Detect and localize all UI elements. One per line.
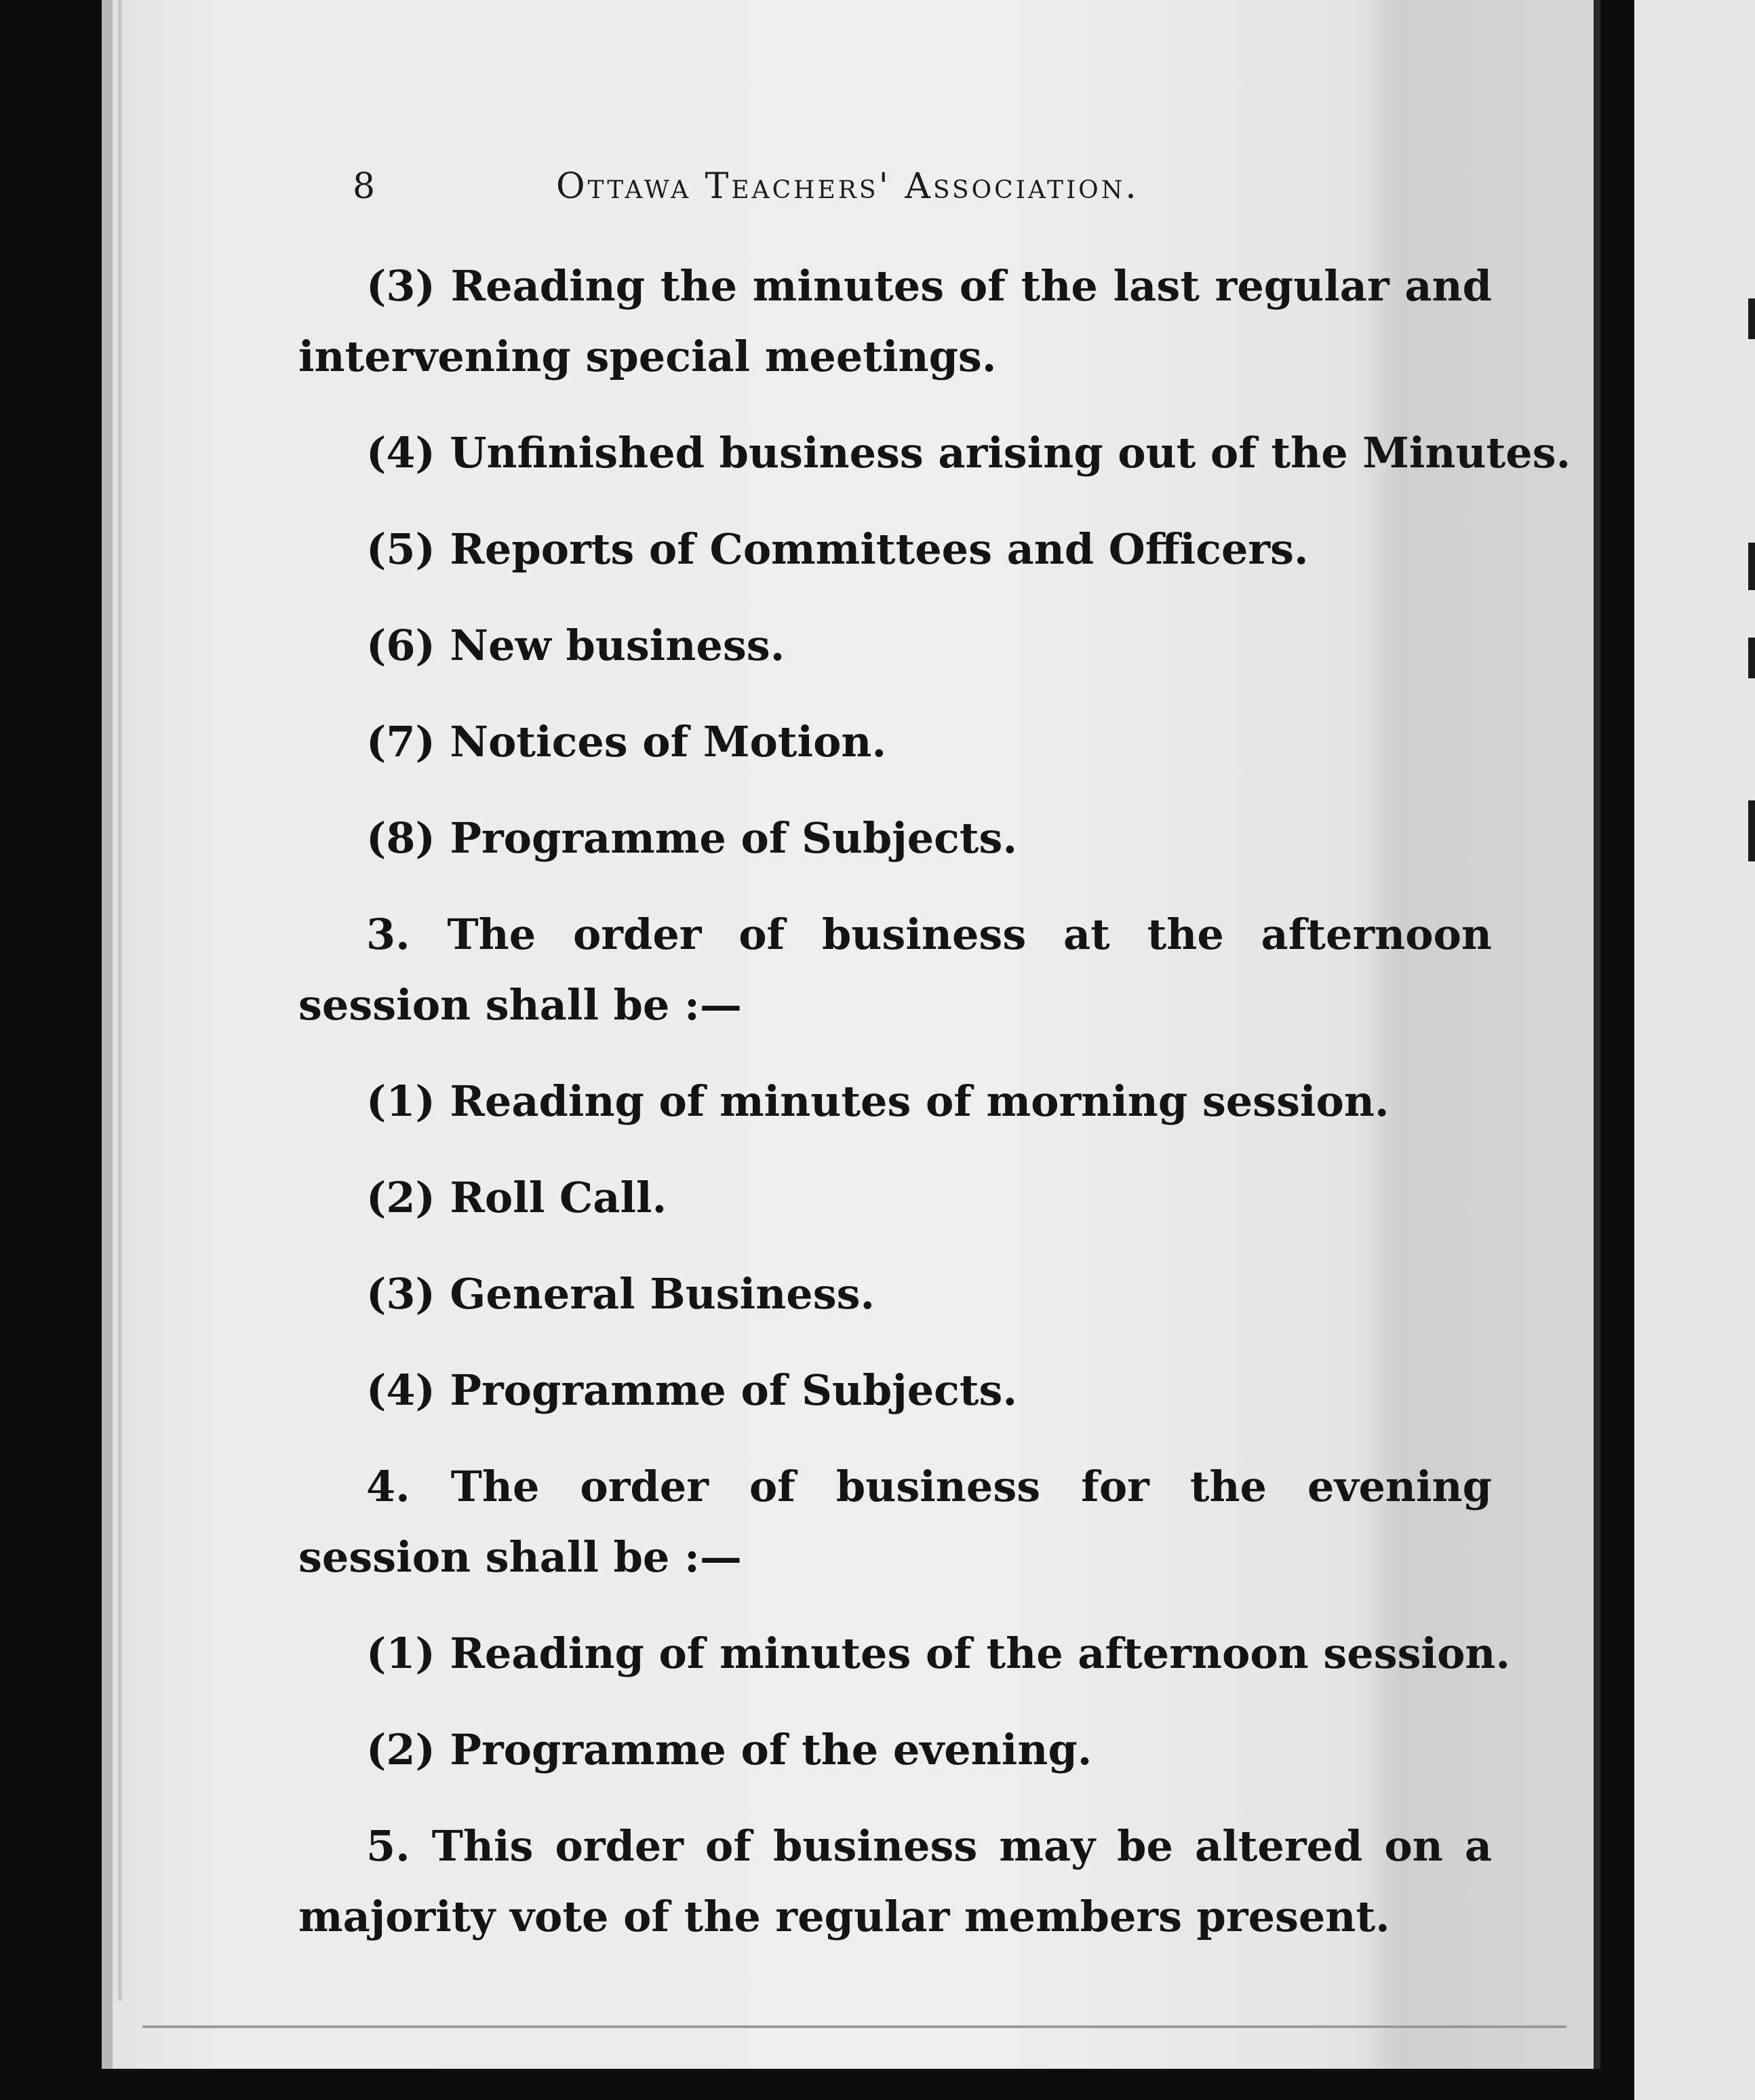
list-item: (4) Unfinished business arising out of the Minutes. [366,428,1571,478]
facing-page-text-fragment [1748,543,1755,590]
list-item: (5) Reports of Committees and Officers. [366,524,1309,574]
scan-background-left [0,0,102,2100]
list-item: (3) Reading the minutes of the last regular and intervening special meetings. [298,261,1492,381]
list-item: (6) New business. [366,621,785,670]
facing-page-text-fragment [1748,800,1755,861]
list-item: (2) Programme of the evening. [366,1725,1092,1774]
page-edge-inner [118,0,122,2001]
facing-page-text-fragment [1748,638,1755,678]
facing-page [1634,0,1755,2100]
page-bottom-edge [142,2025,1566,2028]
list-item: (3) General Business. [366,1269,875,1319]
page-edge [102,0,113,2069]
list-item: (8) Programme of Subjects. [366,813,1018,863]
facing-page-text-fragment [1748,298,1755,339]
list-item: (4) Programme of Subjects. [366,1365,1018,1415]
rule-paragraph: 3. The order of business at the afternoon session shall be :— [298,910,1492,1030]
running-header [353,166,1316,220]
running-title: Ottawa Teachers' Association. [556,166,1139,207]
rule-paragraph: 4. The order of business for the evening session shall be :— [298,1462,1492,1582]
list-item: (1) Reading of minutes of the afternoon session. [366,1629,1511,1678]
list-item: (7) Notices of Motion. [366,717,887,766]
list-item: (1) Reading of minutes of morning session. [366,1076,1389,1126]
rule-paragraph: 5. This order of business may be altered on a majority vote of the regular members present. [298,1821,1492,1941]
page-number: 8 [353,166,378,207]
list-item: (2) Roll Call. [366,1173,667,1222]
page-body [298,251,1571,1978]
